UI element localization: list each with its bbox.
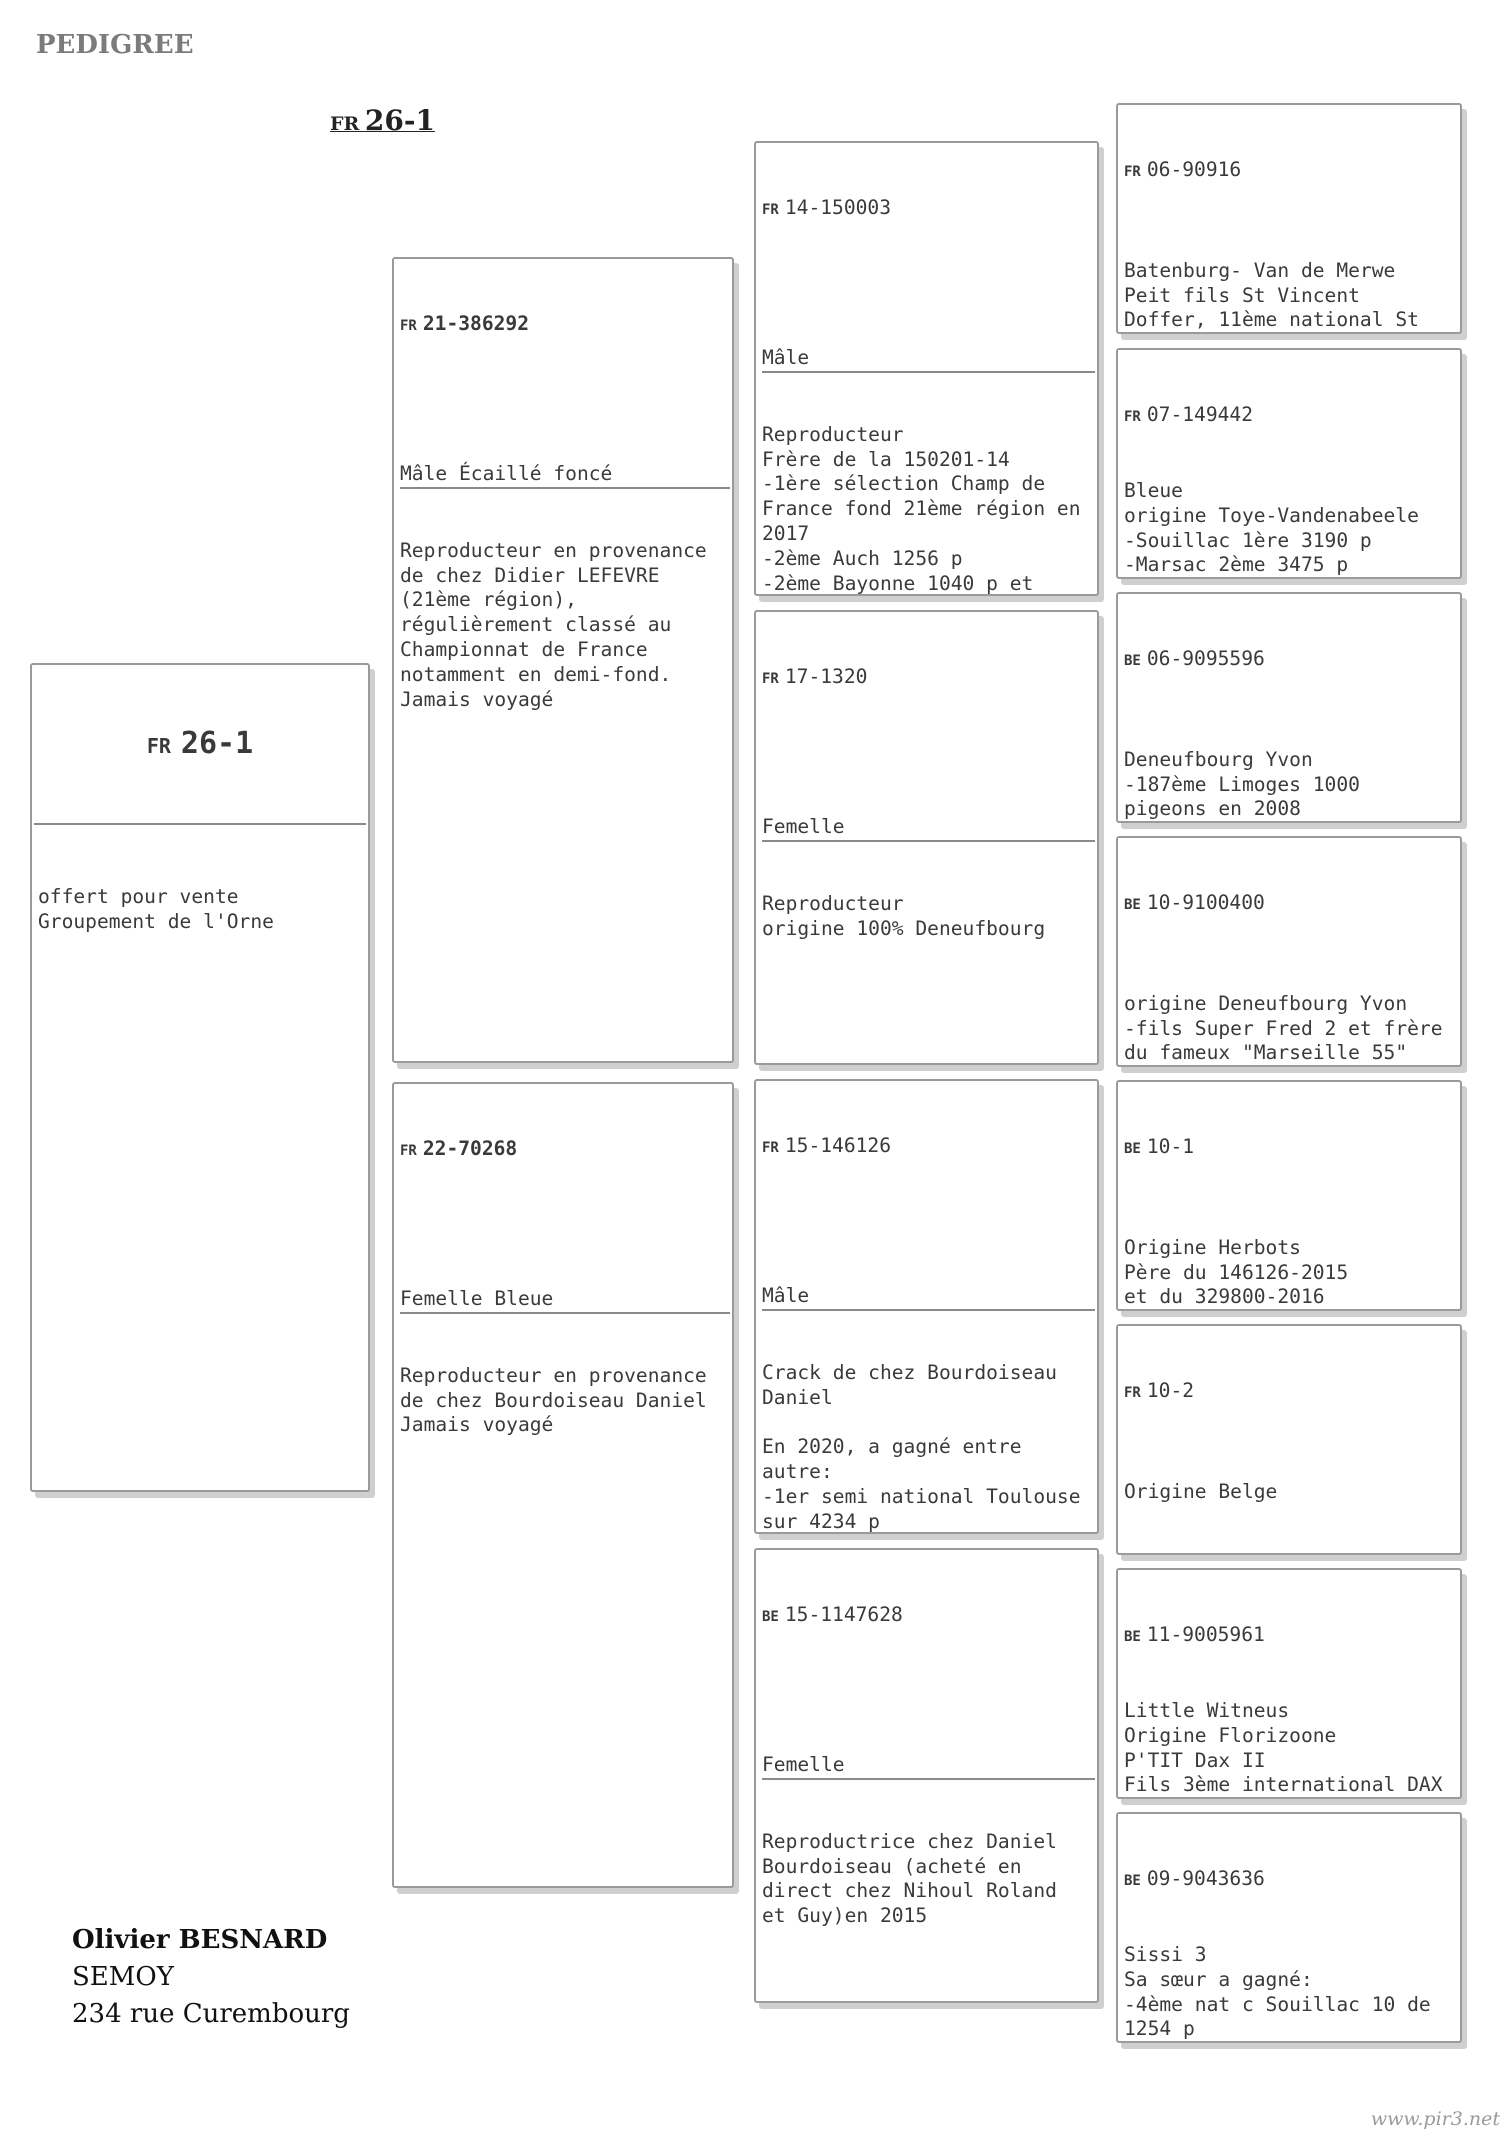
- grandparent-sex: Mâle: [762, 1284, 1095, 1311]
- grandparent-spacer: [762, 1210, 1091, 1235]
- great-grandparent-ring: 07-149442: [1146, 402, 1254, 426]
- grandparent-spacer: [762, 1679, 1091, 1704]
- grandparent-country: FR: [762, 1139, 779, 1156]
- page-title: PEDIGREE: [36, 30, 194, 60]
- sire-card: [392, 257, 734, 1063]
- great-grandparent-country: FR: [1124, 408, 1141, 425]
- owner-name: Olivier BESNARD: [72, 1925, 328, 1955]
- subject-card: [30, 663, 370, 1492]
- sire-notes: Reproducteur en provenance de chez Didier LEFEVRE (21ème région), régulièrement classé au Championnat de France notamment en demi-fond. Jamais voyagé: [400, 538, 707, 711]
- dam-header: [400, 1137, 726, 1164]
- grandparent-card: [754, 141, 1099, 596]
- great-grandparent-card: [1116, 1080, 1462, 1311]
- subject-divider: [34, 823, 366, 825]
- grandparent-ring: 15-146126: [784, 1133, 892, 1157]
- grandparent-notes: Reproductrice chez Daniel Bourdoiseau (acheté en direct chez Nihoul Roland et Guy)en 2015: [762, 1829, 1069, 1928]
- great-grandparent-header: [1124, 1379, 1454, 1406]
- grandparent-ring: 14-150003: [784, 195, 892, 219]
- owner-city: SEMOY: [72, 1962, 174, 1992]
- grandparent-notes: Reproducteur origine 100% Deneufbourg: [762, 891, 1046, 940]
- great-grandparent-card: [1116, 348, 1462, 579]
- great-grandparent-ring: 06-90916: [1146, 157, 1242, 181]
- subject-label-ring: 26-1: [364, 104, 435, 137]
- great-grandparent-notes: Sissi 3 Sa sœur a gagné: -4ème nat c Souillac 10 de 1254 p: [1124, 1942, 1431, 2041]
- grandparent-notes: Reproducteur Frère de la 150201-14 -1ère sélection Champ de France fond 21ème région en 2017 -2ème Auch 1256 p -2ème Bayonne 1040 p et: [762, 422, 1081, 595]
- grandparent-header: [762, 665, 1091, 692]
- great-grandparent-ring: 11-9005961: [1146, 1622, 1265, 1646]
- great-grandparent-country: BE: [1124, 1628, 1141, 1645]
- subject-label: [330, 104, 435, 137]
- grandparent-sex: Mâle: [762, 346, 1095, 373]
- great-grandparent-card: [1116, 1324, 1462, 1555]
- subject-country: FR: [146, 733, 171, 758]
- great-grandparent-header: [1124, 891, 1454, 918]
- great-grandparent-country: BE: [1124, 1140, 1141, 1157]
- subject-ring: 26-1: [180, 725, 254, 761]
- subject-label-country: FR: [330, 113, 360, 135]
- grandparent-ring: 17-1320: [784, 664, 868, 688]
- great-grandparent-card: [1116, 1812, 1462, 2043]
- sire-header: [400, 312, 726, 339]
- great-grandparent-ring: 06-9095596: [1146, 646, 1265, 670]
- dam-card: [392, 1082, 734, 1888]
- great-grandparent-notes: Origine Herbots Père du 146126-2015 et du 329800-2016: [1124, 1235, 1349, 1309]
- great-grandparent-card: [1116, 592, 1462, 823]
- great-grandparent-notes: origine Deneufbourg Yvon -fils Super Fred 2 et frère du fameux "Marseille 55": [1124, 991, 1443, 1065]
- great-grandparent-card: [1116, 103, 1462, 334]
- grandparent-header: [762, 1603, 1091, 1630]
- grandparent-header: [762, 196, 1091, 223]
- great-grandparent-ring: 10-2: [1146, 1378, 1195, 1402]
- dam-country: FR: [400, 1142, 417, 1159]
- sire-country: FR: [400, 317, 417, 334]
- sire-spacer: [400, 388, 726, 413]
- great-grandparent-card: [1116, 1568, 1462, 1799]
- grandparent-country: FR: [762, 201, 779, 218]
- sire-sex: Mâle Écaillé foncé: [400, 462, 730, 489]
- grandparent-country: FR: [762, 670, 779, 687]
- grandparent-card: [754, 610, 1099, 1065]
- great-grandparent-header: [1124, 158, 1454, 185]
- watermark: www.pir3.net: [1370, 2108, 1500, 2130]
- great-grandparent-country: BE: [1124, 896, 1141, 913]
- great-grandparent-header: [1124, 647, 1454, 674]
- grandparent-country: BE: [762, 1608, 779, 1625]
- great-grandparent-ring: 10-1: [1146, 1134, 1195, 1158]
- grandparent-sex: Femelle: [762, 815, 1095, 842]
- great-grandparent-notes: Batenburg- Van de Merwe Peit fils St Vincent Doffer, 11ème national St: [1124, 258, 1419, 332]
- great-grandparent-header: [1124, 1623, 1454, 1650]
- grandparent-sex: Femelle: [762, 1753, 1095, 1780]
- great-grandparent-header: [1124, 1135, 1454, 1162]
- owner-address: 234 rue Curembourg: [72, 1999, 350, 2029]
- grandparent-header: [762, 1134, 1091, 1161]
- dam-notes: Reproducteur en provenance de chez Bourdoiseau Daniel Jamais voyagé: [400, 1363, 707, 1437]
- grandparent-spacer: [762, 272, 1091, 297]
- grandparent-card: [754, 1548, 1099, 2003]
- grandparent-ring: 15-1147628: [784, 1602, 903, 1626]
- great-grandparent-notes: Origine Belge: [1124, 1479, 1278, 1503]
- great-grandparent-header: [1124, 1867, 1454, 1894]
- dam-spacer: [400, 1213, 726, 1238]
- great-grandparent-notes: Little Witneus Origine Florizoone P'TIT Dax II Fils 3ème international DAX: [1124, 1698, 1443, 1797]
- great-grandparent-country: FR: [1124, 1384, 1141, 1401]
- great-grandparent-ring: 10-9100400: [1146, 890, 1265, 914]
- great-grandparent-ring: 09-9043636: [1146, 1866, 1265, 1890]
- subject-notes: offert pour vente Groupement de l'Orne: [38, 884, 274, 933]
- subject-card-header: [38, 724, 362, 766]
- great-grandparent-country: BE: [1124, 1872, 1141, 1889]
- great-grandparent-card: [1116, 836, 1462, 1067]
- grandparent-spacer: [762, 741, 1091, 766]
- owner-info: [72, 1922, 350, 2033]
- grandparent-notes: Crack de chez Bourdoiseau Daniel En 2020, a gagné entre autre: -1er semi national Toulouse sur 4234 p: [762, 1360, 1081, 1533]
- dam-sex: Femelle Bleue: [400, 1287, 730, 1314]
- great-grandparent-notes: Deneufbourg Yvon -187ème Limoges 1000 pigeons en 2008: [1124, 747, 1360, 821]
- great-grandparent-header: [1124, 403, 1454, 430]
- grandparent-card: [754, 1079, 1099, 1534]
- great-grandparent-notes: Bleue origine Toye-Vandenabeele -Souillac 1ère 3190 p -Marsac 2ème 3475 p: [1124, 478, 1419, 577]
- great-grandparent-country: FR: [1124, 163, 1141, 180]
- great-grandparent-country: BE: [1124, 652, 1141, 669]
- dam-ring: 22-70268: [422, 1136, 518, 1160]
- sire-ring: 21-386292: [422, 311, 530, 335]
